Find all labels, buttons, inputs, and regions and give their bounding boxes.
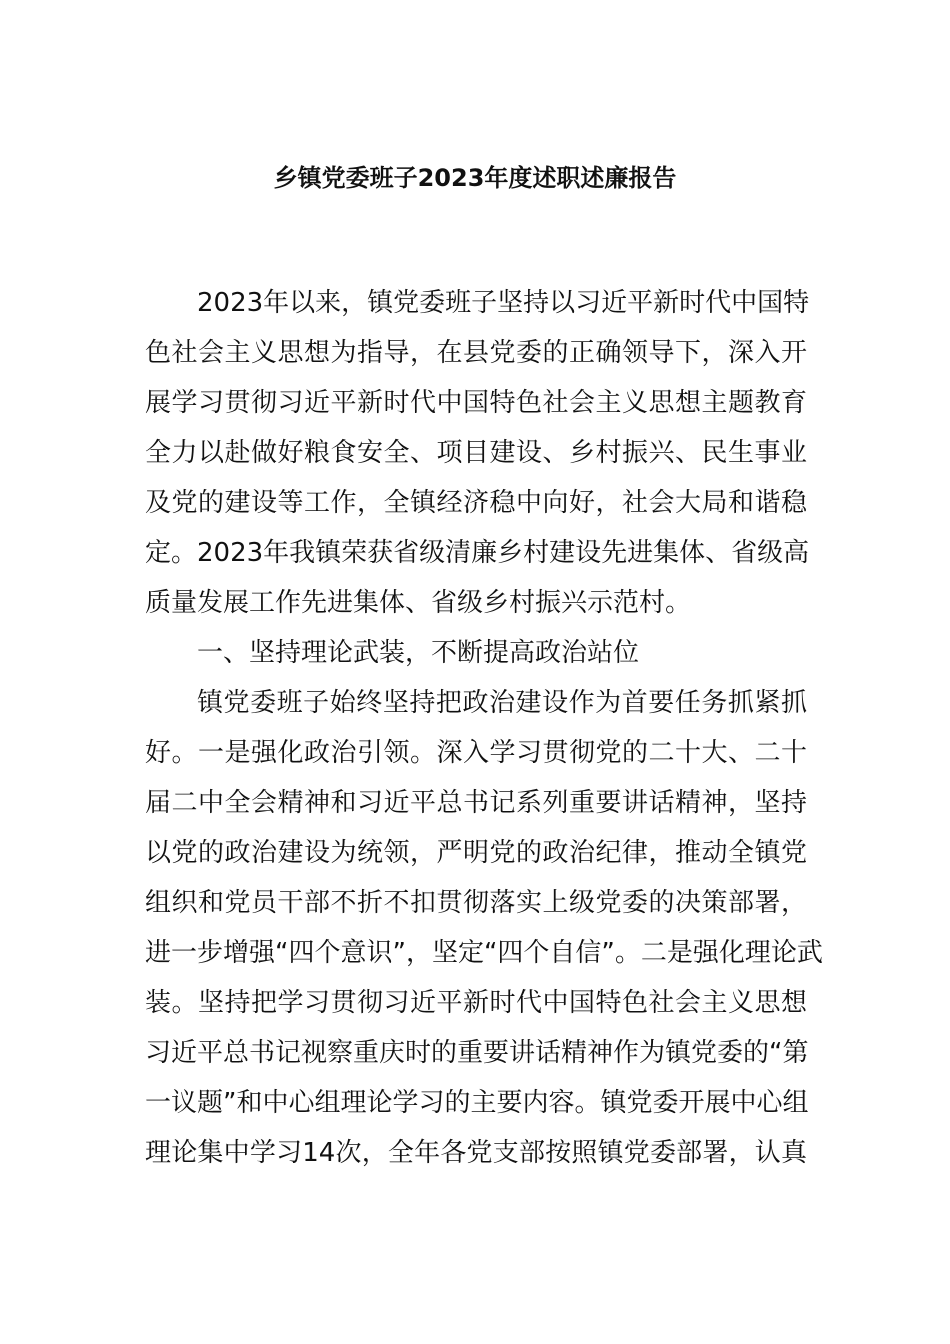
document-body bbox=[145, 283, 823, 1183]
paragraph-line: 好。一是强化政治引领。深入学习贯彻党的二十大、二十 bbox=[145, 738, 807, 768]
paragraph-line: 展学习贯彻习近平新时代中国特色社会主义思想主题教育 bbox=[145, 388, 807, 418]
paragraph-line: 质量发展工作先进集体、省级乡村振兴示范村。 bbox=[145, 588, 692, 618]
paragraph-line: 装。坚持把学习贯彻习近平新时代中国特色社会主义思想 bbox=[145, 988, 807, 1018]
paragraph-line: 习近平总书记视察重庆时的重要讲话精神作为镇党委的“第 bbox=[145, 1038, 809, 1068]
paragraph-line: 全力以赴做好粮食安全、项目建设、乡村振兴、民生事业 bbox=[145, 438, 807, 468]
paragraph-line: 2023年以来，镇党委班子坚持以习近平新时代中国特 bbox=[197, 288, 810, 318]
paragraph-line: 定。2023年我镇荣获省级清廉乡村建设先进集体、省级高 bbox=[145, 538, 810, 568]
paragraph-line: 以党的政治建设为统领，严明党的政治纪律，推动全镇党 bbox=[145, 838, 807, 868]
paragraph-line: 及党的建设等工作，全镇经济稳中向好，社会大局和谐稳 bbox=[145, 488, 807, 518]
section-heading: 一、坚持理论武装，不断提高政治站位 bbox=[197, 638, 640, 668]
paragraph-line: 届二中全会精神和习近平总书记系列重要讲话精神，坚持 bbox=[145, 788, 807, 818]
paragraph-line: 色社会主义思想为指导，在县党委的正确领导下，深入开 bbox=[145, 338, 807, 368]
paragraph-line: 一议题”和中心组理论学习的主要内容。镇党委开展中心组 bbox=[145, 1088, 809, 1118]
document-title: 乡镇党委班子2023年度述职述廉报告 bbox=[273, 164, 677, 192]
paragraph-line: 进一步增强“四个意识”，坚定“四个自信”。二是强化理论武 bbox=[145, 938, 823, 968]
paragraph-line: 理论集中学习14次，全年各党支部按照镇党委部署，认真 bbox=[145, 1138, 807, 1168]
paragraph-line: 镇党委班子始终坚持把政治建设作为首要任务抓紧抓 bbox=[197, 688, 807, 718]
paragraph-line: 组织和党员干部不折不扣贯彻落实上级党委的决策部署， bbox=[145, 888, 807, 918]
